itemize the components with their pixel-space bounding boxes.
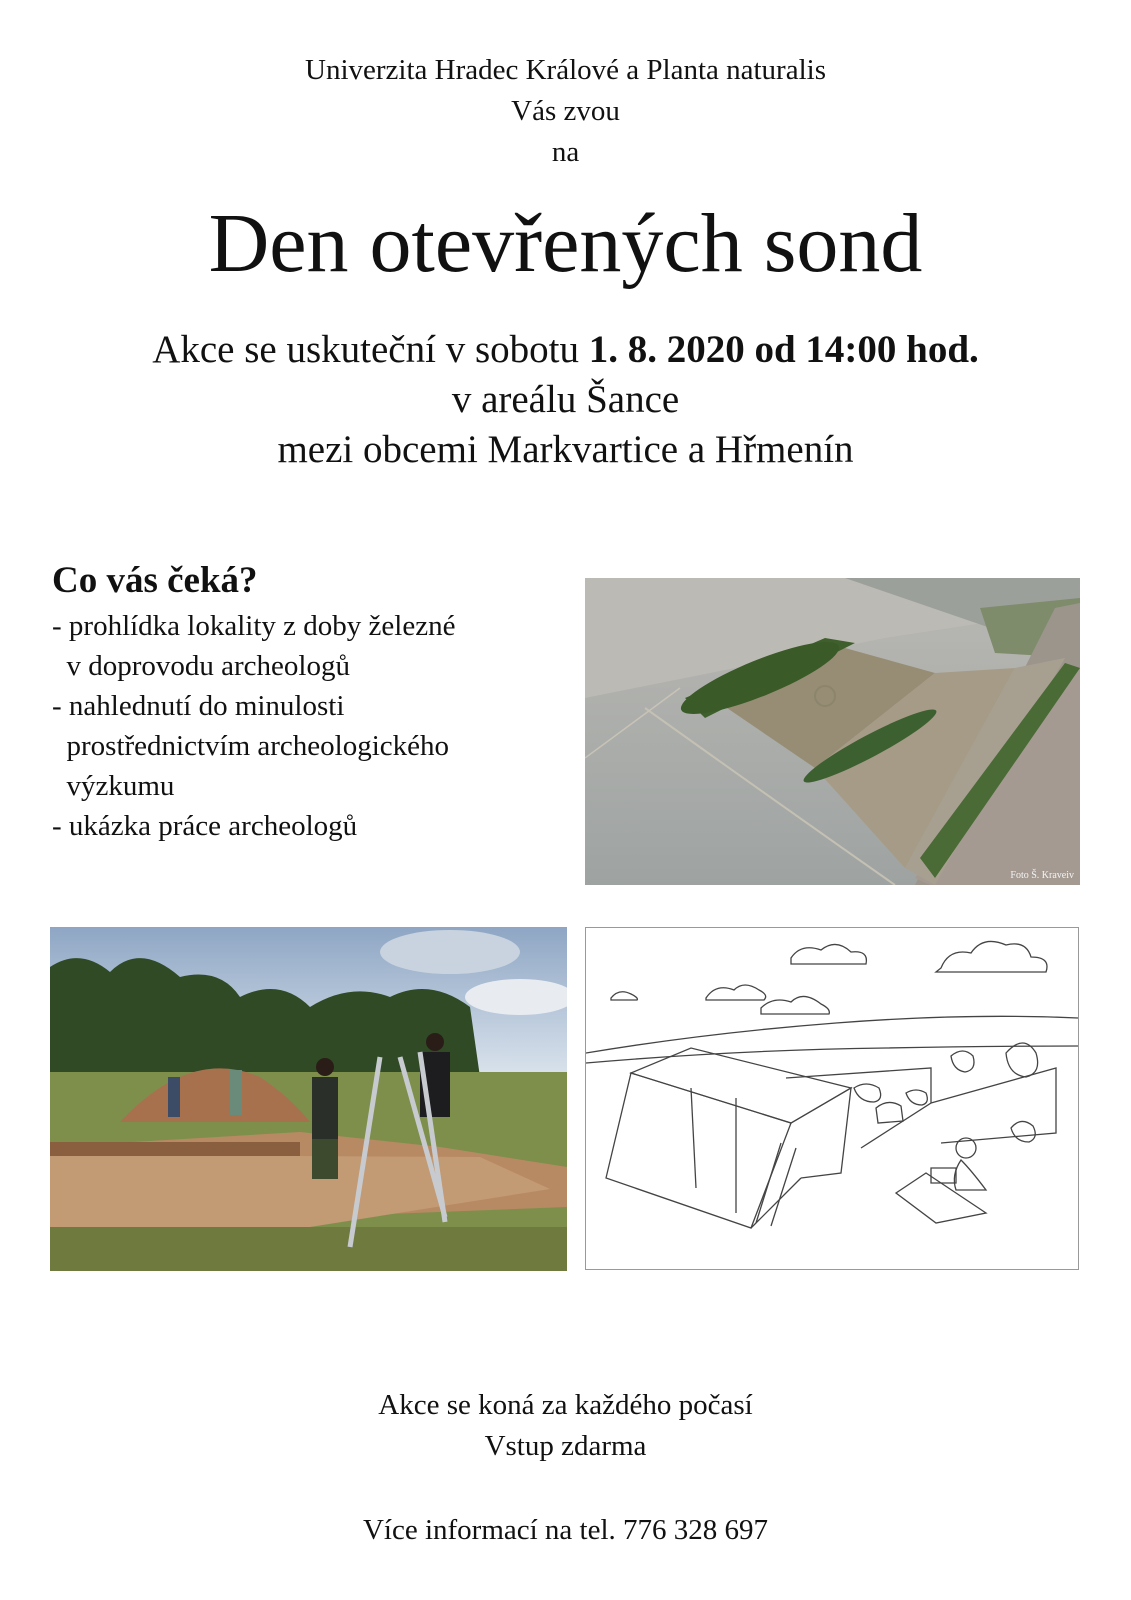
invite-line: Vás zvou [511,95,620,127]
list-item: - nahlednutí do minulosti [52,690,345,722]
what-awaits-heading: Co vás čeká? [52,560,258,601]
list-item: - ukázka práce archeologů [52,810,358,842]
list-item: - prohlídka lokality z doby železné [52,610,456,642]
organizers-line: Univerzita Hradec Králové a Planta naturalis [305,54,826,86]
list-item: prostřednictvím archeologického [52,730,450,762]
event-date-prefix: Akce se uskuteční v sobotu [152,328,589,371]
event-place-line-2: mezi obcemi Markvartice a Hřmenín [277,428,854,471]
list-item: výzkumu [52,770,175,802]
weather-note: Akce se koná za každého počasí [378,1389,753,1421]
na-line: na [551,136,580,168]
event-details [0,325,1131,475]
event-place-line: v areálu Šance [451,378,680,421]
photo-credit: Foto Š. Kraveiv [1010,870,1074,881]
list-item: v doprovodu archeologů [52,650,350,682]
event-date-line [0,325,1131,375]
footer-notice [0,1385,1131,1467]
contact-info: Více informací na tel. 776 328 697 [362,1514,769,1546]
what-awaits-section [52,558,552,846]
entry-note: Vstup zdarma [484,1430,647,1462]
page-title: Den otevřených sond [208,197,923,290]
event-datetime: 1. 8. 2020 od 14:00 hod. [588,328,979,371]
reconstruction-drawing [585,927,1079,1270]
aerial-photo [585,578,1080,885]
excavation-photo [50,927,567,1271]
